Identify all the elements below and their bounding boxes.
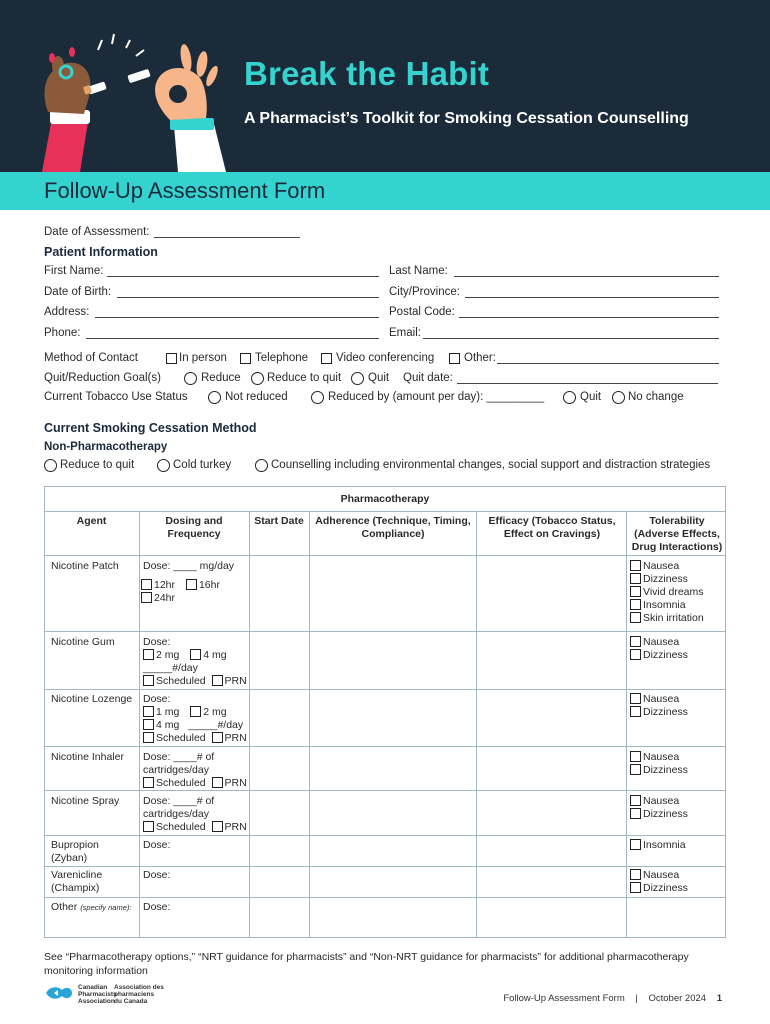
goal-reduce-label: Reduce [201, 372, 241, 384]
row-divider [44, 689, 726, 690]
cold-turkey-label: Cold turkey [173, 459, 232, 471]
lozenge-1mg-label: 1 mg [156, 706, 180, 718]
telephone-checkbox[interactable] [240, 353, 251, 364]
col-header-tolerability: Tolerability (Adverse Effects, Drug Interactions) [631, 515, 723, 553]
hands-breaking-cigarette-illustration [30, 30, 230, 172]
spray-dose-line1: Dose: ____# of [143, 795, 215, 807]
varenicline-brand: (Champix) [51, 882, 100, 894]
goal-reduce-to-quit-label: Reduce to quit [267, 372, 342, 384]
patch-skin-irritation-checkbox[interactable] [630, 612, 641, 623]
logo-fr-line2: pharmaciens [114, 991, 155, 998]
bupropion-tolerability [630, 839, 686, 852]
lozenge-4mg-checkbox[interactable] [143, 719, 154, 730]
gum-prn-label: PRN [224, 675, 247, 687]
patch-nausea-checkbox[interactable] [630, 560, 641, 571]
gum-4mg-checkbox[interactable] [190, 649, 201, 660]
other-dose: Dose: [143, 901, 171, 913]
agent-nicotine-patch: Nicotine Patch [51, 560, 119, 572]
agent-nicotine-lozenge: Nicotine Lozenge [51, 693, 133, 705]
postal-code-label: Postal Code: [389, 306, 455, 318]
method-of-contact-label: Method of Contact [44, 352, 138, 364]
gum-per-day: _____#/day [143, 662, 198, 674]
spray-nausea-label: Nausea [643, 795, 680, 807]
counselling-radio[interactable] [255, 459, 268, 472]
lozenge-dizziness-label: Dizziness [643, 706, 688, 718]
gum-2mg-checkbox[interactable] [143, 649, 154, 660]
patch-vivid-dreams-label: Vivid dreams [643, 586, 704, 598]
spray-dosing [143, 795, 247, 834]
col-divider [309, 511, 310, 938]
spray-scheduled-checkbox[interactable] [143, 821, 154, 832]
bupropion-dose: Dose: [143, 839, 171, 851]
col-header-agent: Agent [76, 515, 107, 527]
patch-tolerability [630, 560, 704, 625]
postal-code-field[interactable] [459, 317, 719, 318]
lozenge-1mg-checkbox[interactable] [143, 706, 154, 717]
gum-dose-label: Dose: [143, 636, 171, 648]
in-person-label: In person [179, 352, 227, 364]
patch-dose: Dose: ____ mg/day [143, 560, 235, 572]
table-title: Pharmacotherapy [340, 493, 430, 505]
quit-date-field[interactable] [457, 383, 718, 384]
agent-bupropion [51, 839, 99, 865]
patch-insomnia-checkbox[interactable] [630, 599, 641, 610]
current-method-heading: Current Smoking Cessation Method [44, 421, 257, 435]
tobacco-quit-label: Quit [580, 391, 602, 403]
other-contact-label: Other: [464, 352, 496, 364]
page-subtitle: A Pharmacist’s Toolkit for Smoking Cessation Counselling [244, 110, 689, 127]
reduced-by-label: Reduced by (amount per day): _________ [328, 391, 545, 403]
lozenge-prn-checkbox[interactable] [212, 732, 223, 743]
city-label: City/Province: [389, 286, 460, 298]
lozenge-prn-label: PRN [224, 732, 247, 744]
patch-dizziness-checkbox[interactable] [630, 573, 641, 584]
in-person-checkbox[interactable] [166, 353, 177, 364]
lozenge-per-day: _____#/day [188, 719, 244, 731]
patch-12hr-label: 12hr [154, 579, 176, 591]
agent-nicotine-spray: Nicotine Spray [51, 795, 120, 807]
varenicline-dizziness-label: Dizziness [643, 882, 688, 894]
varenicline-nausea-label: Nausea [643, 869, 680, 881]
tobacco-quit-radio[interactable] [563, 391, 576, 404]
varenicline-nausea-checkbox[interactable] [630, 869, 641, 880]
gum-dizziness-label: Dizziness [643, 649, 688, 661]
inhaler-dizziness-label: Dizziness [643, 764, 688, 776]
tobacco-status-label: Current Tobacco Use Status [44, 391, 188, 403]
patch-nausea-label: Nausea [643, 560, 680, 572]
footer-title: Follow-Up Assessment Form [503, 993, 625, 1004]
address-field[interactable] [95, 317, 379, 318]
inhaler-scheduled-label: Scheduled [156, 777, 206, 789]
lozenge-tolerability [630, 693, 688, 719]
inhaler-dose-line1: Dose: ____# of [143, 751, 215, 763]
lozenge-nausea-label: Nausea [643, 693, 680, 705]
gum-scheduled-checkbox[interactable] [143, 675, 154, 686]
goal-label: Quit/Reduction Goal(s) [44, 372, 161, 384]
lozenge-2mg-checkbox[interactable] [190, 706, 201, 717]
inhaler-dosing [143, 751, 247, 790]
col-divider [139, 511, 140, 938]
lozenge-scheduled-label: Scheduled [156, 732, 206, 744]
varenicline-name: Varenicline [51, 869, 103, 881]
gum-4mg-label: 4 mg [203, 649, 227, 661]
phone-label: Phone: [44, 327, 81, 339]
phone-field[interactable] [86, 338, 379, 339]
inhaler-prn-label: PRN [224, 777, 247, 789]
spray-dose-line2: cartridges/day [143, 808, 209, 820]
patch-dizziness-label: Dizziness [643, 573, 688, 585]
other-specify-note: (specify name): [80, 903, 132, 912]
video-conferencing-checkbox[interactable] [321, 353, 332, 364]
row-divider [44, 555, 726, 556]
patch-options [141, 579, 220, 605]
patient-information-heading: Patient Information [44, 245, 158, 259]
dob-label: Date of Birth: [44, 286, 112, 298]
spray-prn-checkbox[interactable] [212, 821, 223, 832]
last-name-label: Last Name: [389, 265, 448, 277]
other-label: Other [51, 901, 78, 913]
logo-fr-line3: du Canada [114, 998, 148, 1005]
cpha-logo-icon [44, 984, 74, 1002]
counselling-label: Counselling including environmental changes, social support and distraction strategies [271, 459, 711, 471]
spray-dizziness-checkbox[interactable] [630, 808, 641, 819]
spray-dizziness-label: Dizziness [643, 808, 688, 820]
email-field[interactable] [423, 338, 719, 339]
goal-reduce-radio[interactable] [184, 372, 197, 385]
inhaler-tolerability [630, 751, 688, 777]
inhaler-scheduled-checkbox[interactable] [143, 777, 154, 788]
inhaler-dose-line2: cartridges/day [143, 764, 209, 776]
patch-24hr-checkbox[interactable] [141, 592, 152, 603]
col-divider [249, 511, 250, 938]
inhaler-nausea-checkbox[interactable] [630, 751, 641, 762]
gum-prn-checkbox[interactable] [212, 675, 223, 686]
bupropion-name: Bupropion [51, 839, 99, 851]
table-divider [44, 511, 726, 512]
telephone-label: Telephone [255, 352, 309, 364]
city-field[interactable] [465, 297, 719, 298]
patch-insomnia-label: Insomnia [643, 599, 686, 611]
gum-tolerability [630, 636, 688, 662]
varenicline-dose: Dose: [143, 869, 171, 881]
no-change-label: No change [628, 391, 684, 403]
inhaler-nausea-label: Nausea [643, 751, 680, 763]
non-pharmacotherapy-heading: Non-Pharmacotherapy [44, 441, 168, 453]
gum-2mg-label: 2 mg [156, 649, 180, 661]
gum-dizziness-checkbox[interactable] [630, 649, 641, 660]
bupropion-brand: (Zyban) [51, 852, 88, 864]
lozenge-4mg-label: 4 mg [156, 719, 180, 731]
col-header-adherence: Adherence (Technique, Timing, Compliance) [315, 515, 471, 540]
footer-separator: | [635, 993, 638, 1004]
patch-16hr-label: 16hr [198, 579, 220, 591]
agent-other [51, 901, 131, 914]
lozenge-dose-label: Dose: [143, 693, 171, 705]
spray-prn-label: PRN [224, 821, 247, 833]
cold-turkey-radio[interactable] [157, 459, 170, 472]
lozenge-scheduled-checkbox[interactable] [143, 732, 154, 743]
patch-16hr-checkbox[interactable] [186, 579, 197, 590]
logo-text-fr [114, 984, 164, 1005]
gum-dosing [143, 636, 247, 688]
goal-reduce-to-quit-radio[interactable] [251, 372, 264, 385]
varenicline-dizziness-checkbox[interactable] [630, 882, 641, 893]
col-header-start-date: Start Date [254, 515, 304, 527]
spray-scheduled-label: Scheduled [156, 821, 206, 833]
col-divider [476, 511, 477, 938]
lozenge-nausea-checkbox[interactable] [630, 693, 641, 704]
varenicline-tolerability [630, 869, 688, 895]
not-reduced-radio[interactable] [208, 391, 221, 404]
lozenge-2mg-label: 2 mg [203, 706, 227, 718]
quit-date-label: Quit date: [403, 372, 453, 384]
date-of-assessment-label: Date of Assessment: [44, 226, 150, 238]
footer-date: October 2024 [648, 993, 707, 1004]
lozenge-dizziness-checkbox[interactable] [630, 706, 641, 717]
form-title: Follow-Up Assessment Form [44, 178, 326, 203]
agent-varenicline [51, 869, 102, 895]
logo-en-line2: Pharmacists [78, 991, 117, 998]
col-header-dosing: Dosing and Frequency [165, 515, 223, 540]
col-divider [626, 511, 627, 938]
row-divider [44, 835, 726, 836]
email-label: Email: [389, 327, 421, 339]
bupropion-insomnia-label: Insomnia [643, 839, 686, 851]
page-title: Break the Habit [244, 55, 490, 92]
agent-nicotine-gum: Nicotine Gum [51, 636, 115, 648]
agent-nicotine-inhaler: Nicotine Inhaler [51, 751, 124, 763]
patch-vivid-dreams-checkbox[interactable] [630, 586, 641, 597]
goal-quit-radio[interactable] [351, 372, 364, 385]
spray-tolerability [630, 795, 688, 821]
page-footer [503, 993, 722, 1004]
not-reduced-label: Not reduced [225, 391, 288, 403]
patch-24hr-label: 24hr [154, 592, 176, 604]
logo-text-en [78, 984, 117, 1005]
footnote: See “Pharmacotherapy options,” “NRT guidance for pharmacists” and “Non-NRT guidance for pharmacists” for additional pharmacotherapy monitoring information [44, 951, 689, 977]
other-contact-checkbox[interactable] [449, 353, 460, 364]
last-name-field[interactable] [454, 276, 719, 277]
inhaler-prn-checkbox[interactable] [212, 777, 223, 788]
other-contact-field[interactable] [497, 363, 719, 364]
goal-quit-label: Quit [368, 372, 390, 384]
gum-nausea-checkbox[interactable] [630, 636, 641, 647]
reduce-to-quit-label: Reduce to quit [60, 459, 135, 471]
row-divider [44, 790, 726, 791]
inhaler-dizziness-checkbox[interactable] [630, 764, 641, 775]
row-divider [44, 746, 726, 747]
gum-nausea-label: Nausea [643, 636, 680, 648]
page-number: 1 [716, 993, 722, 1004]
no-change-radio[interactable] [612, 391, 625, 404]
row-divider [44, 631, 726, 632]
spray-nausea-checkbox[interactable] [630, 795, 641, 806]
logo-en-line1: Canadian [78, 984, 108, 991]
reduce-to-quit-radio[interactable] [44, 459, 57, 472]
first-name-label: First Name: [44, 265, 104, 277]
bupropion-insomnia-checkbox[interactable] [630, 839, 641, 850]
row-divider [44, 866, 726, 867]
logo-fr-line1: Association des [114, 984, 164, 991]
date-of-assessment-field[interactable] [154, 237, 300, 238]
first-name-field[interactable] [107, 276, 379, 277]
col-header-efficacy: Efficacy (Tobacco Status, Effect on Cravings) [488, 515, 616, 540]
reduced-by-radio[interactable] [311, 391, 324, 404]
row-divider [44, 897, 726, 898]
patch-skin-irritation-label: Skin irritation [643, 612, 704, 624]
logo-en-line3: Association [78, 998, 115, 1005]
address-label: Address: [44, 306, 90, 318]
dob-field[interactable] [117, 297, 379, 298]
lozenge-dosing [143, 693, 247, 745]
gum-scheduled-label: Scheduled [156, 675, 206, 687]
patch-12hr-checkbox[interactable] [141, 579, 152, 590]
video-conferencing-label: Video conferencing [336, 352, 435, 364]
